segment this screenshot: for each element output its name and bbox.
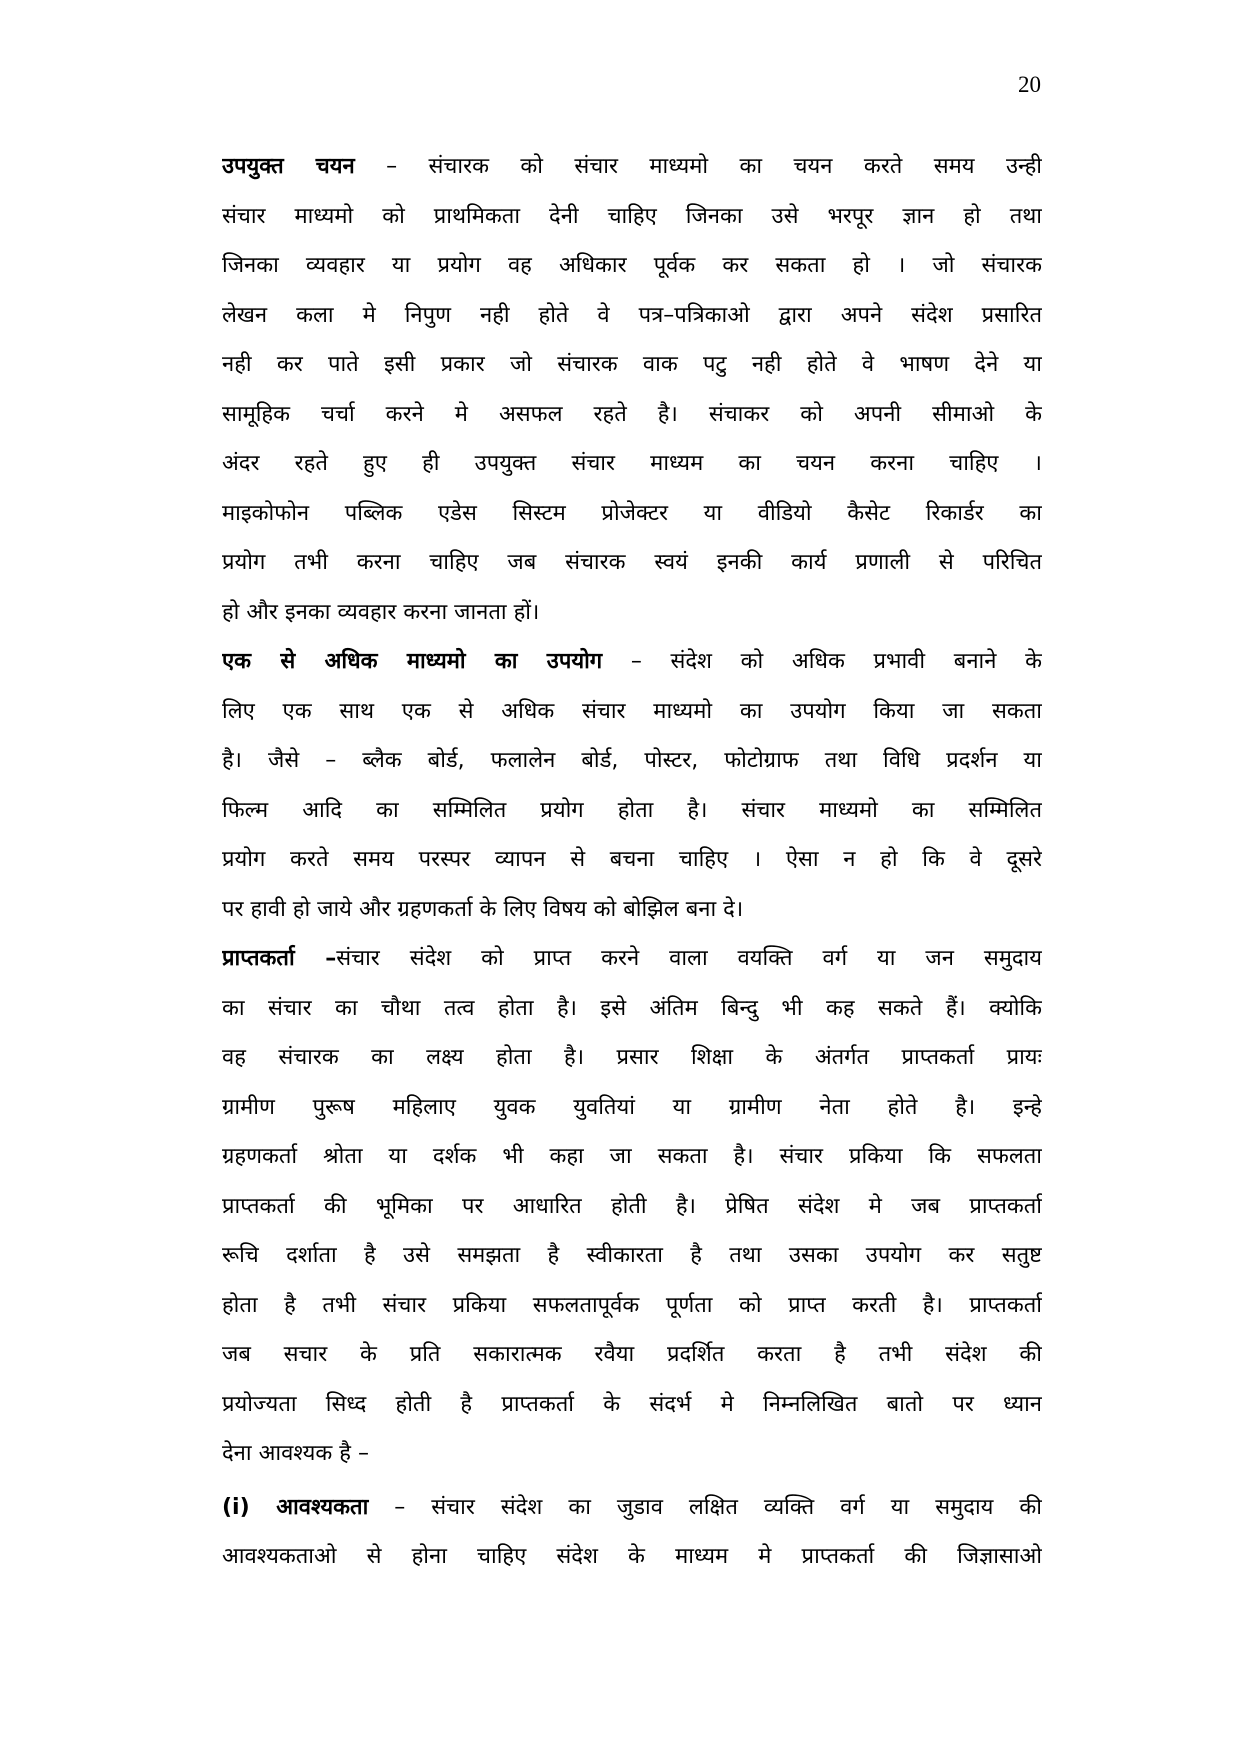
paragraph-avashyakta [222,1483,1042,1582]
paragraph-line: जब सचार के प्रति सकारात्मक रवैया प्रदर्शित करता है तभी संदेश की [222,1342,1042,1367]
paragraph-line: माइकोफोन पब्लिक एडेस सिस्टम प्रोजेक्टर या वीडियो कैसेट रिकार्डर का [222,500,1042,526]
paragraph-line: (i) आवश्यकता – संचार संदेश का जुडाव लक्षित व्यक्ति वर्ग या समुदाय की [222,1494,1042,1520]
paragraph-line: जिनका व्यवहार या प्रयोग वह अधिकार पूर्वक कर सकता हो । जो संचारक [222,253,1042,278]
paragraph-line: रूचि दर्शाता है उसे समझता है स्वीकारता है तथा उसका उपयोग कर सतुष्ट [222,1243,1042,1268]
paragraph-line: प्राप्तकर्ता –संचार संदेश को प्राप्त करने वाला वयक्ति वर्ग या जन समुदाय [222,946,1042,971]
paragraph-line: अंदर रहते हुए ही उपयुक्त संचार माध्यम का चयन करना चाहिए । [222,451,1042,476]
paragraph-line: है। जैसे – ब्लैक बोर्ड, फलालेन बोर्ड, पोस्टर, फोटोग्राफ तथा विधि प्रदर्शन या [222,748,1042,773]
paragraph-multiple-media [222,637,1042,934]
paragraph-line: फिल्म आदि का सम्मिलित प्रयोग होता है। संचार माध्यमो का सम्मिलित [222,797,1042,823]
paragraph-line: वह संचारक का लक्ष्य होता है। प्रसार शिक्षा के अंतर्गत प्राप्तकर्ता प्रायः [222,1045,1042,1070]
section-heading: प्राप्तकर्ता – [222,946,337,971]
section-heading: एक से अधिक माध्यमो का उपयोग [222,649,603,674]
paragraph-line: आवश्यकताओ से होना चाहिए संदेश के माध्यम मे प्राप्तकर्ता की जिज्ञासाओ [222,1544,1042,1569]
paragraph-line: हो और इनका व्यवहार करना जानता हों। [222,599,540,625]
section-heading: उपयुक्त चयन [222,154,355,179]
paragraph-line: संचार माध्यमो को प्राथमिकता देनी चाहिए जिनका उसे भरपूर ज्ञान हो तथा [222,203,1042,229]
paragraph-line: होता है तभी संचार प्रकिया सफलतापूर्वक पूर्णता को प्राप्त करती है। प्राप्तकर्ता [222,1292,1042,1318]
paragraph-line: ग्रहणकर्ता श्रोता या दर्शक भी कहा जा सकता है। संचार प्रकिया कि सफलता [222,1144,1042,1169]
paragraph-line: देना आवश्यक है – [222,1441,369,1466]
paragraph-line: सामूहिक चर्चा करने मे असफल रहते है। संचाकर को अपनी सीमाओ के [222,401,1042,427]
paragraph-line: प्रयोग करते समय परस्पर व्यापन से बचना चाहिए । ऐसा न हो कि वे दूसरे [222,847,1042,872]
section-heading: (i) आवश्यकता [222,1494,369,1520]
document-body [222,142,1042,1582]
paragraph-line: उपयुक्त चयन – संचारक को संचार माध्यमो का चयन करते समय उन्ही [222,154,1042,179]
paragraph-line: ग्रामीण पुरूष महिलाए युवक युवतियां या ग्रामीण नेता होते है। इन्हे [222,1094,1042,1120]
page-number: 20 [1018,72,1041,97]
paragraph-line: प्राप्तकर्ता की भूमिका पर आधारित होती है। प्रेषित संदेश मे जब प्राप्तकर्ता [222,1193,1042,1219]
paragraph-upyukt-chayan [222,142,1042,637]
paragraph-line: प्रयोज्यता सिध्द होती है प्राप्तकर्ता के संदर्भ मे निम्नलिखित बातो पर ध्यान [222,1391,1042,1417]
paragraph-line: एक से अधिक माध्यमो का उपयोग – संदेश को अधिक प्रभावी बनाने के [222,649,1042,674]
paragraph-line: प्रयोग तभी करना चाहिए जब संचारक स्वयं इनकी कार्य प्रणाली से परिचित [222,550,1042,575]
paragraph-praptkarta [222,934,1042,1479]
paragraph-line: पर हावी हो जाये और ग्रहणकर्ता के लिए विषय को बोझिल बना दे। [222,896,744,922]
paragraph-line: लिए एक साथ एक से अधिक संचार माध्यमो का उपयोग किया जा सकता [222,698,1042,724]
paragraph-line: लेखन कला मे निपुण नही होते वे पत्र–पत्रिकाओ द्वारा अपने संदेश प्रसारित [222,302,1042,328]
paragraph-line: नही कर पाते इसी प्रकार जो संचारक वाक पटु नही होते वे भाषण देने या [222,352,1042,377]
paragraph-line: का संचार का चौथा तत्व होता है। इसे अंतिम बिन्दु भी कह सकते हैं। क्योकि [222,995,1042,1021]
